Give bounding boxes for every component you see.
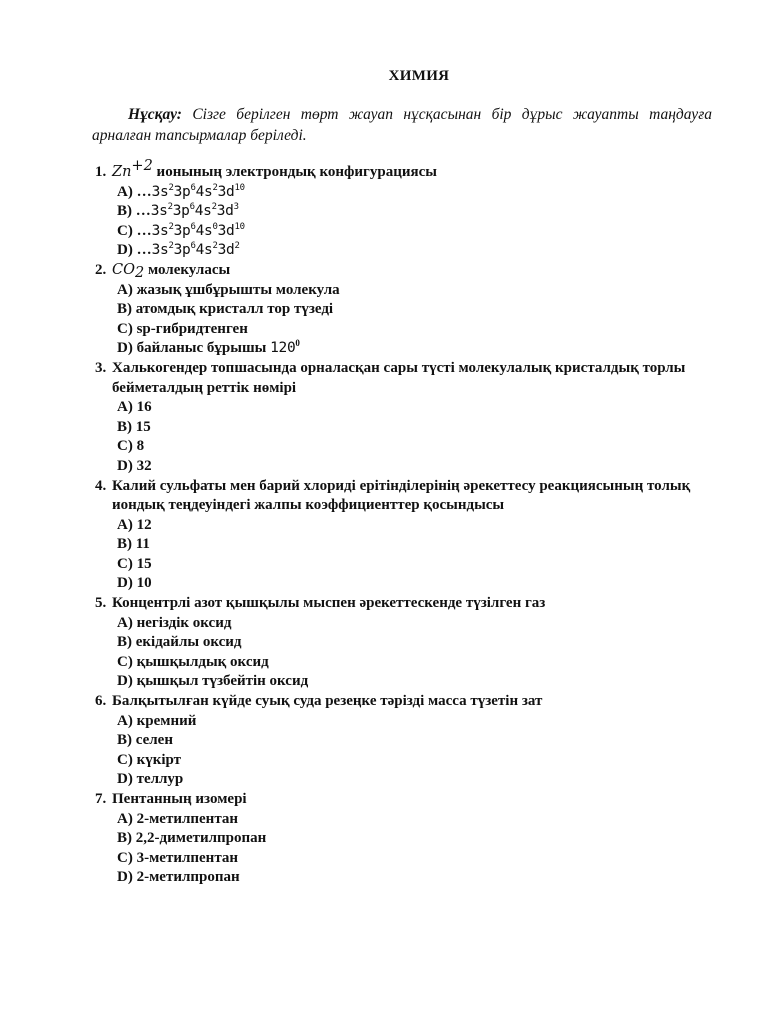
question-number: 5. [95, 595, 107, 612]
orbital-occupancy: 2 [211, 202, 217, 213]
question-text: $CO_2$ молекуласы [112, 261, 231, 281]
question-item [95, 158, 715, 261]
question-text: Пентанның изомері [112, 791, 247, 807]
question-text: $Zn^{+2}$ ионының электрондық конфигурациясы [112, 158, 437, 180]
answer-option: C) күкірт [117, 751, 182, 768]
orbital-occupancy: 3 [233, 202, 239, 213]
formula-subscript: 2 [134, 264, 145, 281]
answer-option: A) 12 [117, 516, 152, 533]
orbital-occupancy: 2 [168, 241, 174, 252]
answer-option: D) 2-метилпропан [117, 869, 240, 886]
orbital-occupancy: 2 [168, 221, 174, 232]
question-stem [95, 477, 715, 516]
question-number: 6. [95, 693, 107, 710]
question-text: Балқытылған күйде суық суда резеңке тәрізді масса түзетін зат [112, 693, 543, 710]
answer-option: C) $\dots 3s^23p^64s^03d^{10}$ [117, 221, 245, 239]
question-text: Концентрлі азот қышқылы мыспен әрекеттескенде түзілген газ [112, 595, 546, 612]
orbital-occupancy: 2 [212, 241, 218, 252]
orbital-occupancy: 6 [190, 221, 196, 232]
answer-option: B) селен [117, 732, 173, 749]
answer-option: D) 10 [117, 575, 152, 592]
orbital-occupancy: 0 [212, 221, 218, 232]
answer-option: B) 15 [117, 418, 151, 435]
answer-option: C) 3-метилпентан [117, 849, 239, 866]
question-stem [95, 692, 715, 712]
question-stem [95, 261, 715, 281]
answer-option: B) атомдық кристалл тор түзеді [117, 301, 334, 318]
question-item [95, 477, 715, 595]
answer-option: A) негіздік оксид [117, 614, 232, 631]
question-formula: Zn [112, 164, 132, 180]
page-title: ХИМИЯ [388, 68, 450, 84]
question-number: 4. [95, 477, 107, 494]
answer-option: A) $\dots 3s^23p^64s^23d^{10}$ [117, 182, 245, 200]
answer-option: A) кремний [117, 712, 197, 729]
answer-option: B) 11 [117, 536, 150, 553]
degree-superscript: 0 [295, 338, 300, 349]
question-item [95, 692, 715, 790]
question-item [95, 359, 715, 477]
orbital-occupancy: 6 [190, 241, 196, 252]
question-stem [95, 359, 715, 398]
question-number: 3. [95, 359, 107, 376]
orbital-occupancy: 2 [168, 182, 174, 193]
question-list [95, 158, 715, 888]
question-stem [95, 594, 715, 614]
answer-option: B) екідайлы оксид [117, 634, 242, 651]
question-number: 1. [95, 164, 107, 180]
instruction-paragraph [92, 104, 712, 146]
question-stem [95, 158, 715, 183]
question-text: Калий сульфаты мен барий хлориді ерітінділерінің әрекеттесу реакциясының толық иондық теңдеуіндегі жалпы коэффициенттер қосындысы [112, 477, 691, 514]
answer-option: B) $\dots 3s^23p^64s^23d^3$ [117, 202, 239, 220]
answer-option: B) 2,2-диметилпропан [117, 830, 267, 847]
answer-option: A) 2-метилпентан [117, 810, 239, 827]
answer-option: D) қышқыл түзбейтін оксид [117, 673, 309, 690]
orbital-occupancy: 2 [212, 182, 218, 193]
answer-option: C) қышқылдық оксид [117, 653, 269, 670]
angle-value: 120 [270, 340, 296, 357]
question-item [95, 790, 715, 888]
question-text: Халькогендер топшасында орналасқан сары түсті молекулалық кристалдық торлы бейметалдың реттік нөмірі [112, 359, 686, 396]
question-item [95, 594, 715, 692]
answer-option: A) жазық ұшбұрышты молекула [117, 281, 340, 298]
question-number: 7. [95, 791, 107, 807]
question-stem [95, 790, 715, 810]
orbital-occupancy: 10 [234, 182, 245, 193]
instruction-text: Сізге берілген төрт жауап нұсқасынан бір дұрыс жауапты таңдауға арналған тапсырмалар беріледі. [92, 106, 712, 144]
orbital-occupancy: 6 [189, 202, 195, 213]
question-item [95, 261, 715, 359]
electron-configuration: $3s^23p^64s^23d^3$ [150, 202, 239, 220]
answer-option: D) 32 [117, 457, 152, 474]
electron-configuration: $3s^23p^64s^03d^{10}$ [151, 221, 245, 239]
orbital-occupancy: 6 [190, 182, 196, 193]
answer-option: D) теллур [117, 771, 184, 788]
answer-option: D) байланыс бұрышы $120^0$ [117, 338, 300, 357]
question-formula: CO [112, 261, 135, 278]
answer-option: C) 8 [117, 438, 145, 455]
orbital-occupancy: 10 [234, 221, 245, 232]
electron-configuration: $3s^23p^64s^23d^{10}$ [151, 182, 245, 200]
formula-superscript: +2 [131, 158, 153, 174]
answer-option: C) sp-гибридтенген [117, 320, 248, 337]
orbital-occupancy: 2 [234, 241, 240, 252]
answer-option: A) 16 [117, 399, 152, 416]
question-number: 2. [95, 261, 107, 278]
answer-option: D) $\dots 3s^23p^64s^23d^2$ [117, 241, 240, 259]
answer-option: C) 15 [117, 555, 152, 572]
instruction-lead: Нұсқау: [128, 106, 182, 123]
electron-configuration: $3s^23p^64s^23d^2$ [151, 241, 240, 259]
orbital-occupancy: 2 [167, 202, 173, 213]
